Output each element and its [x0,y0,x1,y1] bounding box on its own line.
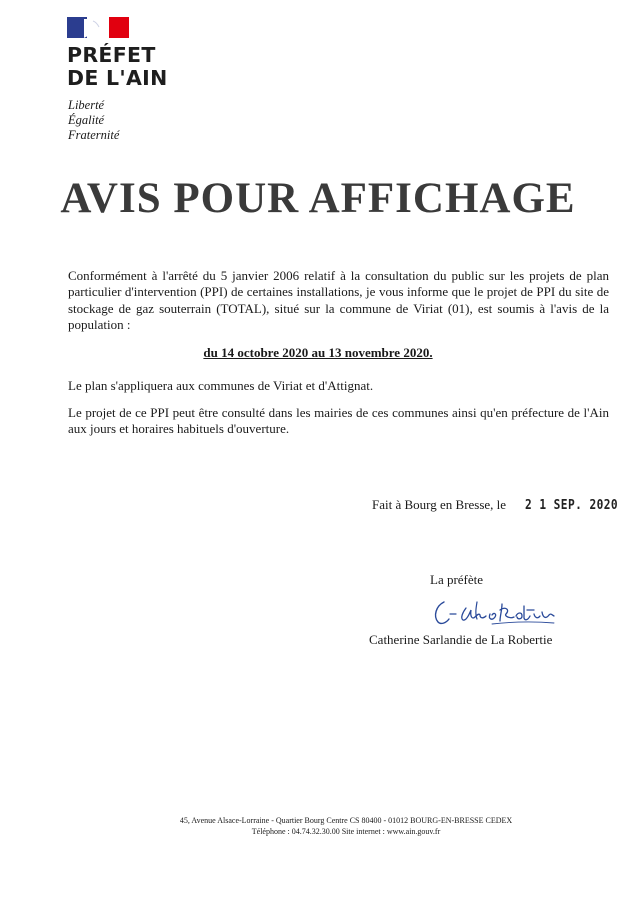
signer-name: Catherine Sarlandie de La Robertie [369,632,553,647]
signer-role: La préfète [430,572,484,587]
intro-paragraph: Conformément à l'arrêté du 5 janvier 2006 relatif à la consultation du public sur les projets de plan particulier d'intervention (PPI) de certaines installations, je vous informe que le projet de PPI du site de stockage de gaz souterrain (TOTAL), situé sur la commune de Viriat (01), est soumis à l'avis de la population : [68,268,609,333]
handwritten-signature [430,588,560,634]
motto-egalite: Égalité [68,113,105,127]
signature-place: Fait à Bourg en Bresse, le [372,497,507,512]
communes-paragraph: Le plan s'appliquera aux communes de Viriat et d'Attignat. [68,378,374,393]
logo-prefet-text: PRÉFET [67,43,156,67]
logo-de-l-ain-text: DE L'AIN [67,66,168,90]
consultation-date-range: du 14 octobre 2020 au 13 novembre 2020. [203,345,433,360]
motto-liberte: Liberté [68,98,105,112]
motto-fraternite: Fraternité [68,128,120,142]
footer-address: 45, Avenue Alsace-Lorraine - Quartier Bourg Centre CS 80400 - 01012 BOURG-EN-BRESSE CEDEX [179,816,513,825]
page-title: AVIS POUR AFFICHAGE [60,175,576,222]
footer [0,815,636,837]
footer-contact: Téléphone : 04.74.32.30.00 Site internet : www.ain.gouv.fr [251,827,441,836]
date-stamp: 2 1 SEP. 2020 [525,498,619,513]
marianne-flag-logo [67,17,129,38]
consultation-paragraph: Le projet de ce PPI peut être consulté dans les mairies de ces communes ainsi qu'en préfecture de l'Ain aux jours et horaires habituels d'ouverture. [68,405,609,437]
